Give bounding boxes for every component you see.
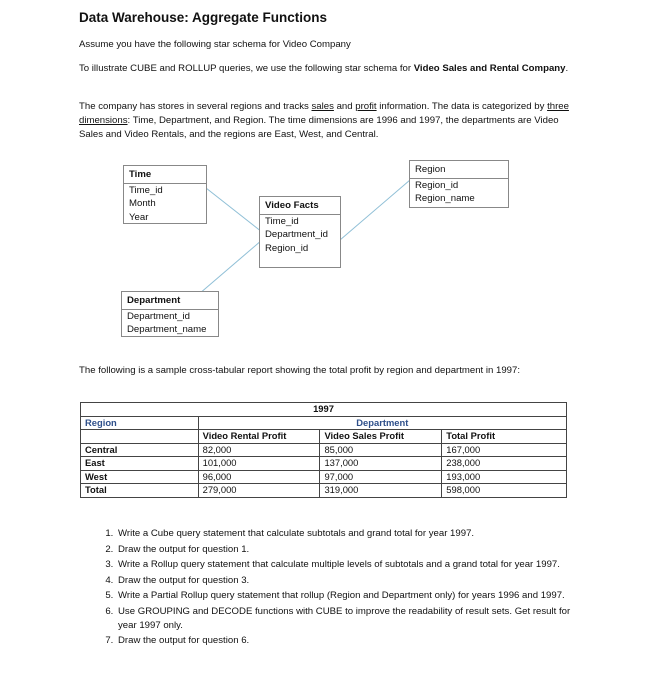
questions-list bbox=[96, 527, 586, 650]
list-item: 7. Draw the output for question 6. bbox=[116, 634, 586, 648]
intro-text: Assume you have the following star schema for Video Company bbox=[79, 39, 351, 50]
table-row: Total 279,000 319,000 598,000 bbox=[81, 484, 567, 498]
list-item: 1. Write a Cube query statement that calculate subtotals and grand total for year 1997. bbox=[116, 527, 586, 541]
department-field: Department_name bbox=[127, 324, 207, 335]
region-field: Region_name bbox=[415, 193, 475, 204]
region-table-title: Region bbox=[410, 161, 508, 179]
department-table-title: Department bbox=[122, 292, 218, 310]
time-table bbox=[123, 165, 207, 224]
column-header: Total Profit bbox=[442, 430, 567, 444]
department-table bbox=[121, 291, 219, 337]
table-row: Central 82,000 85,000 167,000 bbox=[81, 443, 567, 457]
time-field: Time_id bbox=[129, 184, 163, 196]
facts-field: Time_id bbox=[265, 215, 299, 227]
facts-field: Department_id bbox=[265, 229, 328, 240]
company-name: Video Sales and Rental Company bbox=[413, 63, 566, 74]
list-item: 2. Draw the output for question 1. bbox=[116, 543, 586, 557]
empty-cell bbox=[81, 430, 199, 444]
list-item: 5. Write a Partial Rollup query statement that rollup (Region and Department only) for years 1996 and 1997. bbox=[116, 589, 586, 603]
connector-region-facts bbox=[340, 180, 410, 240]
region-header: Region bbox=[81, 416, 199, 430]
table-row: East 101,000 137,000 238,000 bbox=[81, 457, 567, 471]
column-header: Video Sales Profit bbox=[320, 430, 442, 444]
report-intro: The following is a sample cross-tabular report showing the total profit by region and department in 1997: bbox=[79, 365, 521, 376]
list-item: 3. Write a Rollup query statement that calculate multiple levels of subtotals and a grand total for year 1997. bbox=[116, 558, 586, 572]
department-header: Department bbox=[198, 416, 566, 430]
video-facts-table bbox=[259, 196, 341, 268]
column-header: Video Rental Profit bbox=[198, 430, 320, 444]
facts-field: Region_id bbox=[265, 242, 309, 254]
paragraph-description: The company has stores in several regions and tracks sales and profit information. The data is categorized by three dimensions: Time, Department, and Region. The time dimensions are 1996 and 1997, the departments are Video Sales and Video Rentals, and the regions are East, West, and Central. bbox=[79, 101, 569, 140]
region-table bbox=[409, 160, 509, 208]
time-field: Year bbox=[129, 211, 149, 223]
region-field: Region_id bbox=[415, 179, 459, 191]
time-table-title: Time bbox=[124, 166, 206, 184]
connector-time-facts bbox=[206, 188, 262, 232]
crosstab-report bbox=[80, 402, 567, 498]
list-item: 6. Use GROUPING and DECODE functions with CUBE to improve the readability of result sets. Get result for year 1997 only. bbox=[116, 605, 586, 633]
report-year: 1997 bbox=[81, 403, 567, 417]
department-field: Department_id bbox=[127, 310, 190, 322]
paragraph-illustrate: To illustrate CUBE and ROLLUP queries, we use the following star schema for Video Sales and Rental Company. bbox=[79, 63, 569, 74]
video-facts-table-title: Video Facts bbox=[260, 197, 340, 215]
table-row: West 96,000 97,000 193,000 bbox=[81, 470, 567, 484]
time-field: Month bbox=[129, 198, 156, 209]
page-title: Data Warehouse: Aggregate Functions bbox=[79, 10, 328, 25]
list-item: 4. Draw the output for question 3. bbox=[116, 574, 586, 588]
